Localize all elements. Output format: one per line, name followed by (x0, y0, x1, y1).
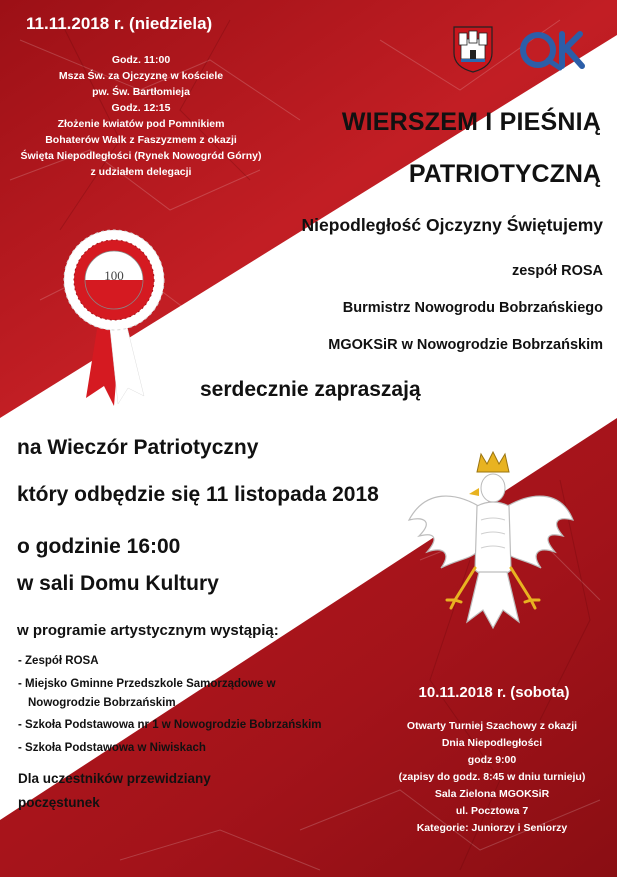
bottom-event-line: Sala Zielona MGOKSiR (434, 788, 550, 800)
rosette-icon (62, 228, 166, 408)
bottom-event-details (372, 718, 612, 837)
bottom-event-date: 10.11.2018 r. (sobota) (418, 684, 570, 701)
organizer-1: zespół ROSA (511, 263, 603, 279)
main-line-3: o godzinie 16:00 (17, 535, 181, 558)
top-event-line: Złożenie kwiatów pod Pomnikiem (57, 118, 225, 130)
top-event-line: z udziałem delegacji (90, 166, 192, 178)
rosette-number: 100 (104, 268, 124, 283)
bottom-event-line: Dnia Niepodległości (441, 737, 543, 749)
bottom-event-line: (zapisy do godz. 8:45 w dniu turnieju) (398, 771, 586, 783)
invitation-text: serdecznie zapraszają (200, 378, 421, 401)
refreshments-note-line1: Dla uczestników przewidziany (18, 771, 211, 786)
top-event-line: Godz. 11:00 (111, 54, 171, 66)
white-eagle-icon (405, 450, 575, 650)
performer-item: - Miejsko Gminne Przedszkole Samorządowe w (18, 678, 276, 690)
top-event-details (6, 52, 276, 180)
main-line-1: na Wieczór Patriotyczny (17, 436, 259, 459)
top-event-line: pw. Św. Bartłomieja (92, 86, 190, 98)
program-title: w programie artystycznym wystąpią: (17, 622, 279, 639)
top-event-line: Godz. 12:15 (111, 102, 171, 114)
organizer-2: Burmistrz Nowogrodu Bobrzańskiego (342, 300, 603, 316)
bottom-event-line: Otwarty Turniej Szachowy z okazji (406, 720, 578, 732)
poster-title-line2: PATRIOTYCZNĄ (408, 160, 601, 188)
main-line-2: który odbędzie się 11 listopada 2018 (17, 483, 379, 506)
top-event-line: Święta Niepodległości (Rynek Nowogród Górny) (20, 150, 262, 162)
main-line-4: w sali Domu Kultury (17, 572, 219, 595)
performer-item: - Zespół ROSA (18, 655, 99, 667)
performer-item-continued: Nowogrodzie Bobrzańskim (28, 697, 176, 709)
mgoksir-logo-icon (518, 28, 586, 72)
refreshments-note-line2: poczęstunek (18, 795, 100, 810)
top-event-line: Msza Św. za Ojczyznę w kościele (58, 70, 224, 82)
bottom-event-line: ul. Pocztowa 7 (455, 805, 529, 817)
coat-of-arms-icon (452, 25, 494, 73)
performer-item: - Szkoła Podstawowa nr 1 w Nowogrodzie Bobrzańskim (18, 719, 322, 731)
organizer-3: MGOKSiR w Nowogrodzie Bobrzańskim (328, 337, 603, 353)
top-event-date: 11.11.2018 r. (niedziela) (26, 14, 213, 33)
bottom-event-line: Kategorie: Juniorzy i Seniorzy (416, 822, 568, 834)
bottom-event-line: godz 9:00 (467, 754, 517, 766)
performer-item: - Szkoła Podstawowa w Niwiskach (18, 742, 206, 754)
top-event-line: Bohaterów Walk z Faszyzmem z okazji (45, 134, 237, 146)
poster-subtitle: Niepodległość Ojczyzny Świętujemy (301, 215, 603, 235)
poster-title-line1: WIERSZEM I PIEŚNIĄ (341, 108, 601, 136)
